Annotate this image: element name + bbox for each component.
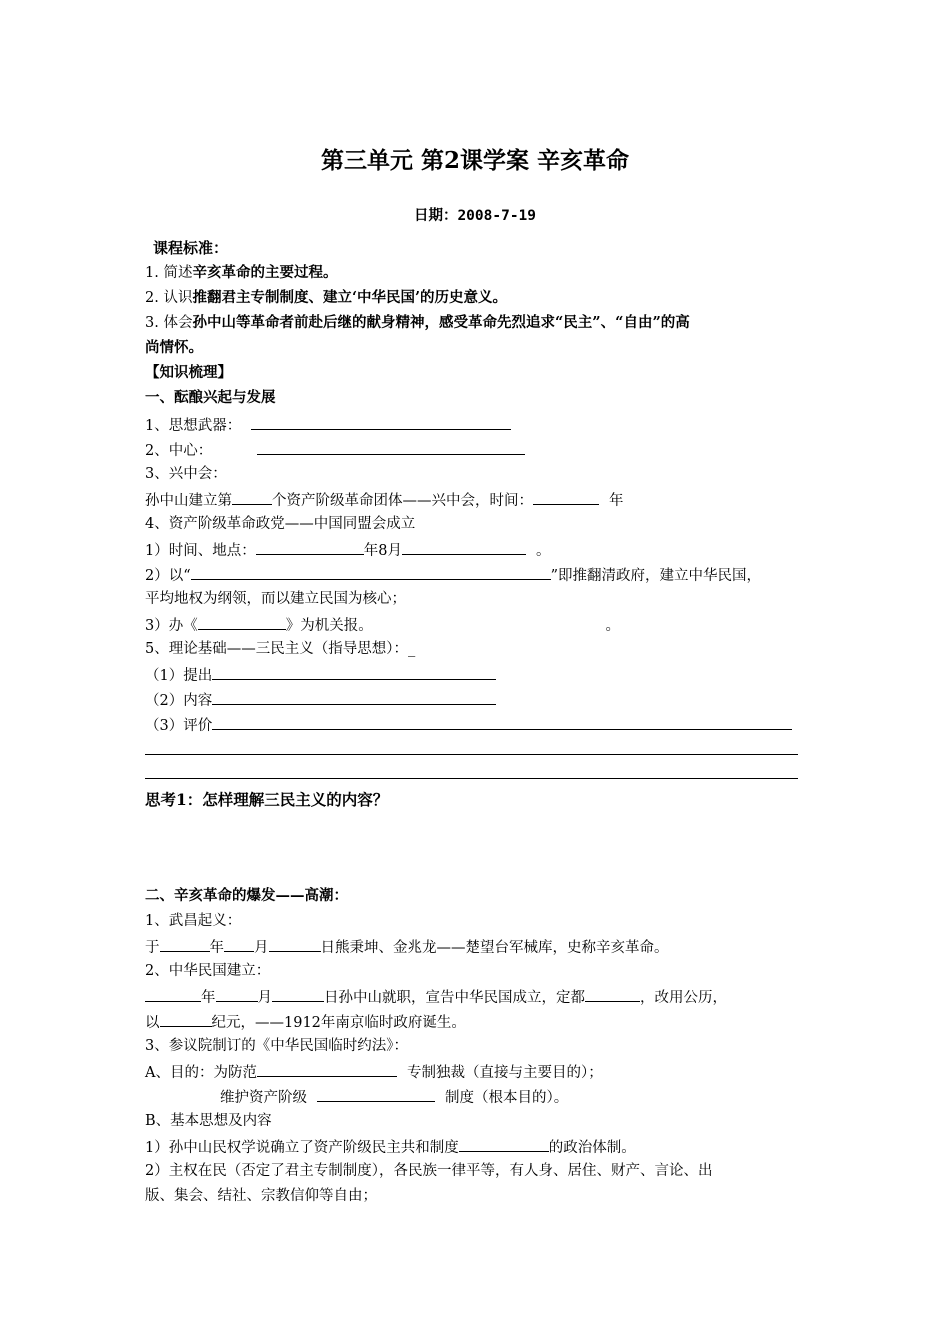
- line-text: 于: [145, 940, 160, 956]
- s2-line-2: [145, 936, 669, 958]
- s1-line-10: 5、理论基础——三民主义（指导思想）：_: [145, 641, 416, 657]
- line-text: （3）评价: [145, 718, 213, 734]
- fill-blank[interactable]: [257, 1061, 397, 1077]
- standard-text: 推翻君主专制制度、建立‘中华民国’的历史意义。: [192, 289, 508, 306]
- standard-item-3-cont: 尚情怀。: [145, 339, 203, 356]
- fill-blank[interactable]: [459, 1136, 549, 1152]
- s1-line-13: [145, 714, 792, 736]
- line-text: 的政治体制。: [548, 1140, 636, 1156]
- s2-line-6: 3、参议院制订的《中华民国临时约法》：: [145, 1038, 408, 1054]
- line-text: 以: [145, 1015, 160, 1031]
- s1-line-1: [145, 414, 511, 436]
- line-text: ”即推翻清政府，建立中华民国，: [550, 568, 762, 584]
- line-text: 日孙中山就职，宣告中华民国成立，定都: [324, 990, 585, 1006]
- fill-blank[interactable]: [585, 986, 640, 1002]
- standards-heading: 课程标准：: [153, 239, 229, 257]
- fill-blank[interactable]: [160, 936, 210, 952]
- fill-blank[interactable]: [256, 539, 364, 555]
- fill-blank[interactable]: [232, 489, 272, 505]
- s2-line-3: 2、中华民国建立：: [145, 963, 271, 979]
- answer-rule[interactable]: [145, 754, 798, 755]
- fill-blank[interactable]: [257, 439, 525, 455]
- s2-line-4: [145, 986, 727, 1008]
- line-text: 日熊秉坤、金兆龙——楚望台军械库，史称辛亥革命。: [320, 940, 669, 956]
- line-text: 年: [609, 493, 624, 509]
- standard-item-1: [145, 263, 337, 283]
- s2-line-9: B、基本思想及内容: [145, 1113, 272, 1129]
- s1-line-7: [145, 564, 761, 586]
- line-text: 专制独裁（直接与主要目的）；: [406, 1065, 603, 1081]
- line-text: 2）以“: [145, 568, 191, 584]
- line-text: 个资产阶级革命团体——兴中会，时间：: [272, 493, 533, 509]
- line-text: 制度（根本目的）。: [445, 1090, 569, 1106]
- line-text: 1）时间、地点：: [145, 543, 256, 559]
- line-text: （2）内容: [145, 693, 213, 709]
- s2-line-1: 1、武昌起义：: [145, 913, 242, 929]
- line-text: 。: [605, 618, 620, 634]
- standard-text: 辛亥革命的主要过程。: [192, 264, 338, 281]
- page-title: 第三单元 第2课学案 辛亥革命: [320, 147, 630, 174]
- knowledge-heading: 【知识梳理】: [145, 364, 232, 381]
- s1-line-8: 平均地权为纲领，而以建立民国为核心；: [145, 591, 406, 607]
- fill-blank[interactable]: [224, 936, 254, 952]
- s1-line-5: 4、资产阶级革命政党——中国同盟会成立: [145, 516, 416, 532]
- line-text: 1、思想武器：: [145, 418, 242, 434]
- s2-line-8: [220, 1086, 568, 1108]
- think-1-question: 思考1：怎样理解三民主义的内容？: [145, 790, 389, 809]
- date-line: 日期：2008-7-19: [413, 208, 537, 224]
- fill-blank[interactable]: [251, 414, 511, 430]
- s1-line-2: [145, 439, 525, 461]
- section1-heading: 一、酝酿兴起与发展: [145, 389, 276, 406]
- fill-blank[interactable]: [272, 986, 324, 1002]
- s1-line-9: [145, 614, 620, 636]
- standard-prefix: 3. 体会: [145, 315, 193, 331]
- line-text: A、目的：为防范: [145, 1065, 257, 1081]
- line-text: 月: [257, 990, 272, 1006]
- line-text: 2、中心：: [145, 443, 213, 459]
- fill-blank[interactable]: [212, 689, 496, 705]
- s1-line-3: 3、兴中会：: [145, 466, 227, 482]
- answer-rule[interactable]: [145, 778, 798, 779]
- line-text: 维护资产阶级: [220, 1090, 307, 1106]
- fill-blank[interactable]: [212, 714, 792, 730]
- line-text: 孙中山建立第: [145, 493, 232, 509]
- standard-item-2: [145, 288, 507, 308]
- s1-line-11: [145, 664, 496, 686]
- standard-item-3: [145, 313, 690, 333]
- standard-text: 孙中山等革命者前赴后继的献身精神，感受革命先烈追求“民主”、“自由”的高: [192, 314, 690, 331]
- fill-blank[interactable]: [160, 1011, 212, 1027]
- fill-blank[interactable]: [216, 986, 258, 1002]
- line-text: 年8月: [363, 543, 402, 559]
- line-text: 月: [254, 940, 269, 956]
- standard-prefix: 2. 认识: [145, 290, 193, 306]
- s2-line-10: [145, 1136, 636, 1158]
- fill-blank[interactable]: [191, 564, 551, 580]
- s1-line-4: [145, 489, 624, 511]
- line-text: 年: [201, 990, 216, 1006]
- fill-blank[interactable]: [145, 986, 201, 1002]
- line-text: 纪元，——1912年南京临时政府诞生。: [211, 1015, 466, 1031]
- s2-line-11: 2）主权在民（否定了君主专制制度），各民族一律平等，有人身、居住、财产、言论、出: [145, 1163, 713, 1179]
- fill-blank[interactable]: [269, 936, 321, 952]
- line-text: 年: [209, 940, 224, 956]
- line-text: 1）孙中山民权学说确立了资产阶级民主共和制度: [145, 1140, 459, 1156]
- line-text: 3）办《: [145, 618, 198, 634]
- s2-line-7: [145, 1061, 603, 1083]
- line-text: 。: [535, 543, 551, 559]
- fill-blank[interactable]: [198, 614, 286, 630]
- fill-blank[interactable]: [402, 539, 526, 555]
- section2-heading: 二、辛亥革命的爆发——高潮：: [145, 887, 348, 904]
- fill-blank[interactable]: [533, 489, 599, 505]
- standard-prefix: 1. 简述: [145, 265, 193, 281]
- s2-line-5: [145, 1011, 466, 1033]
- line-text: 》为机关报。: [285, 618, 366, 634]
- s1-line-12: [145, 689, 496, 711]
- fill-blank[interactable]: [212, 664, 496, 680]
- line-text: ，改用公历，: [640, 990, 727, 1006]
- s2-line-12: 版、集会、结社、宗教信仰等自由；: [145, 1188, 377, 1204]
- line-text: （1）提出: [145, 668, 213, 684]
- fill-blank[interactable]: [317, 1086, 435, 1102]
- s1-line-6: [145, 539, 550, 561]
